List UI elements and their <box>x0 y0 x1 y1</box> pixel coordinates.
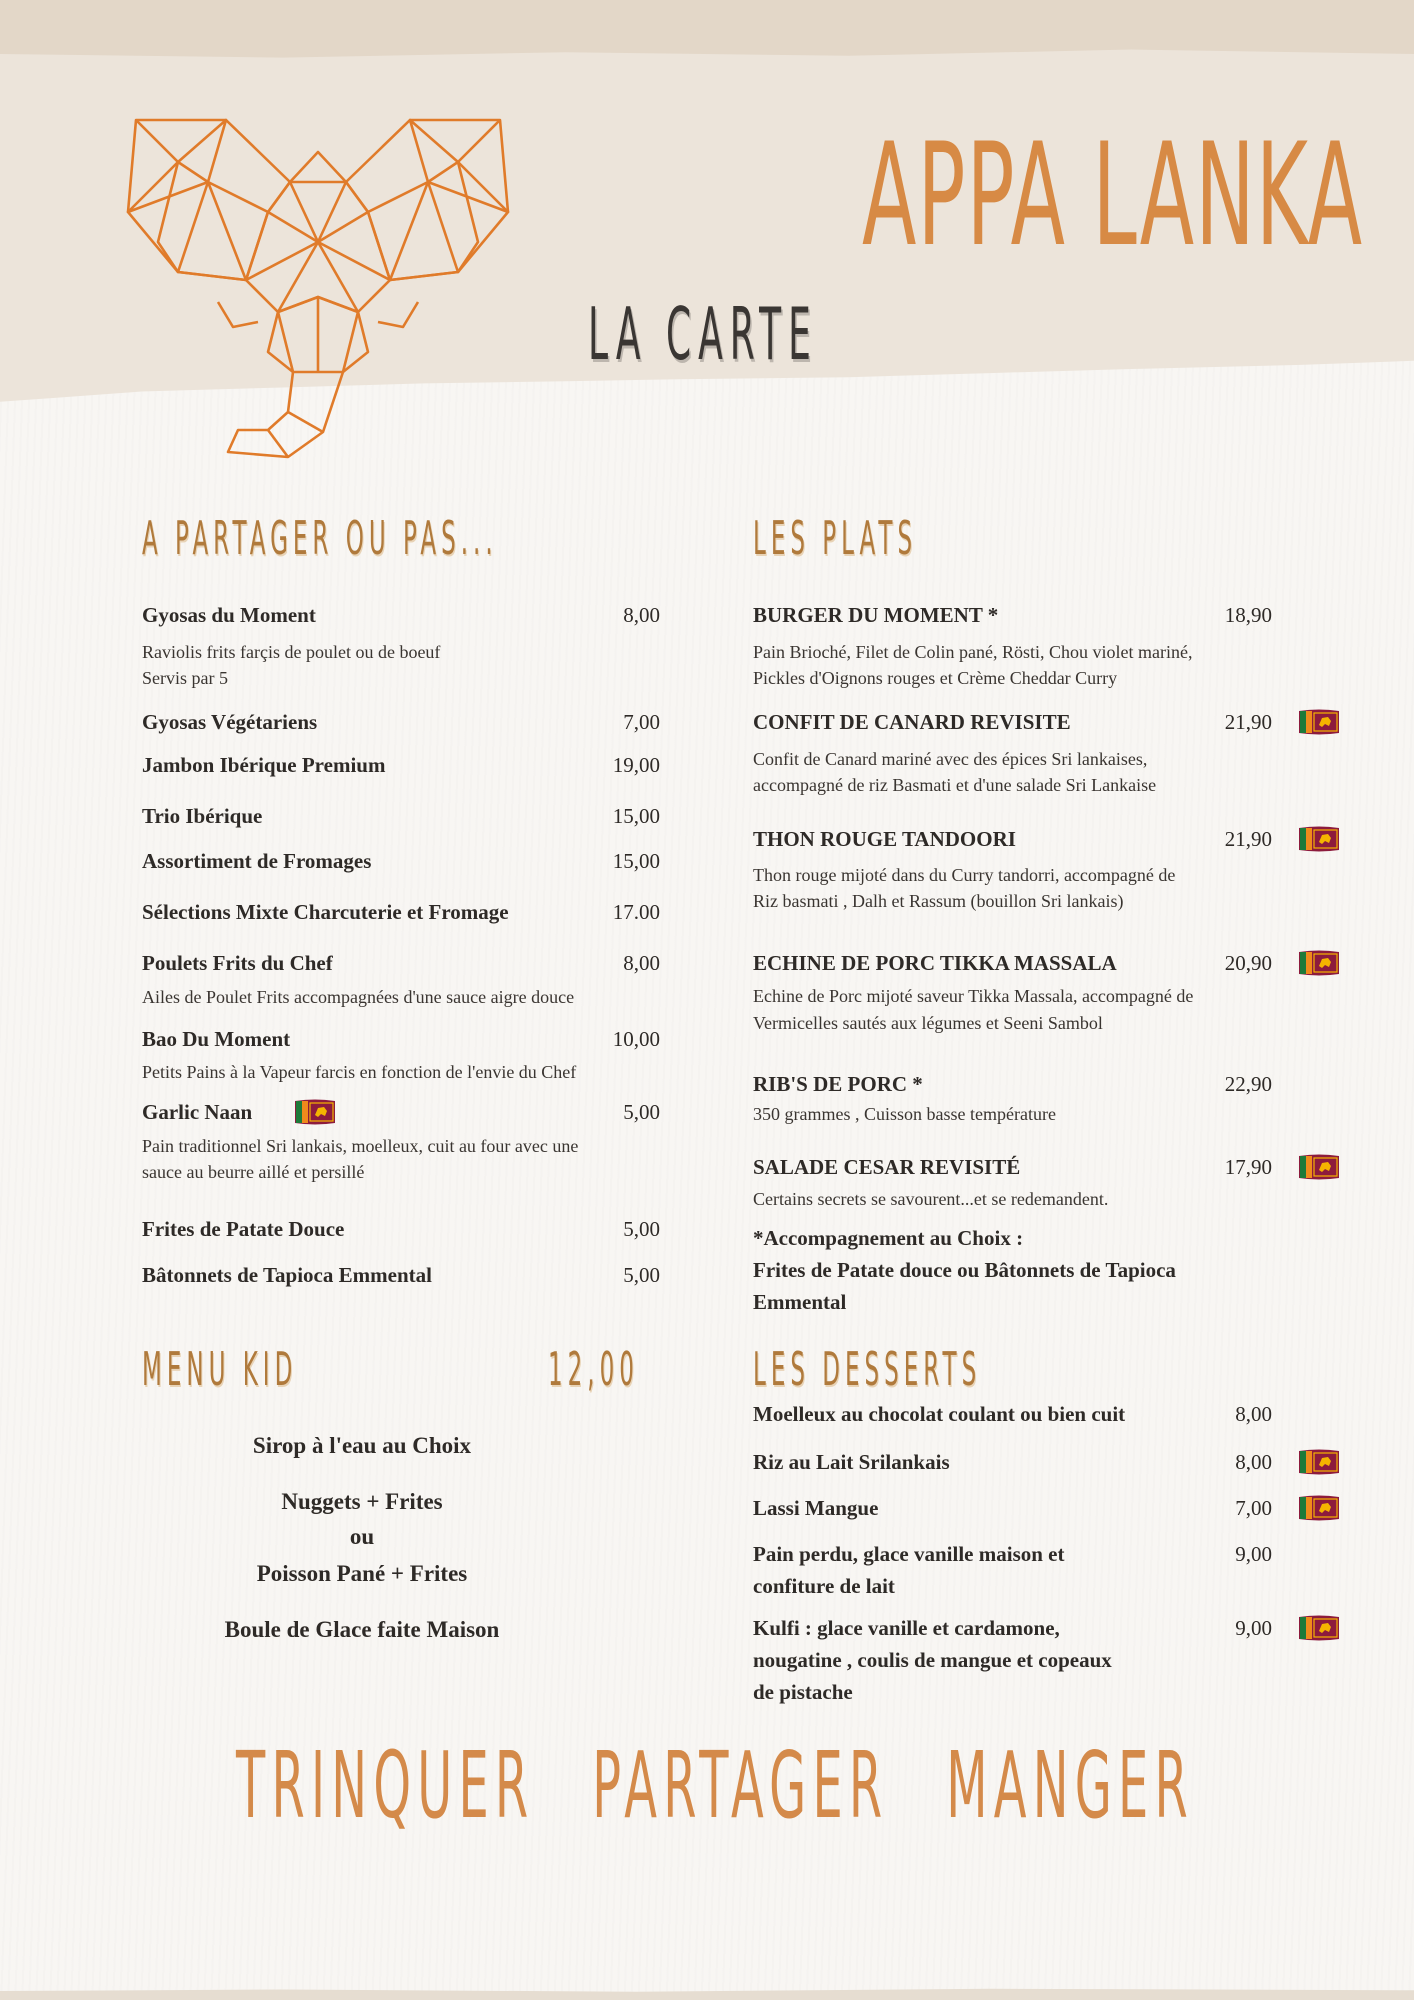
dessert-name: Moelleux au chocolat coulant ou bien cuit <box>753 1402 1126 1426</box>
menu-item-description: Pickles d'Oignons rouges et Crème Cheddar Curry <box>753 668 1118 688</box>
menu-item-price: 5,00 <box>623 1263 660 1287</box>
menu-item-name: CONFIT DE CANARD REVISITE <box>753 710 1071 734</box>
accompaniment-note: *Accompagnement au Choix : <box>753 1226 1024 1250</box>
sri-lanka-flag-icon <box>294 1098 336 1126</box>
menu-item-description: Raviolis frits farçis de poulet ou de boeuf <box>142 642 441 662</box>
sri-lanka-flag-icon <box>1298 825 1340 853</box>
menu-item-price: 17,90 <box>1224 1155 1272 1179</box>
menu-item-name: Gyosas du Moment <box>142 603 316 627</box>
menu-item-description: Certains secrets se savourent...et se redemandent. <box>753 1189 1109 1209</box>
menu-item-price: 17.00 <box>612 900 660 924</box>
menu-item-price: 5,00 <box>623 1100 660 1124</box>
menu-item-price: 8,00 <box>623 951 660 975</box>
kid-menu-line: Nuggets + Frites <box>281 1489 443 1514</box>
menu-item-description: Petits Pains à la Vapeur farcis en fonction de l'envie du Chef <box>142 1062 577 1082</box>
menu-item-name: RIB'S DE PORC * <box>753 1072 923 1096</box>
menu-item-price: 10,00 <box>612 1027 660 1051</box>
dessert-name-cont: de pistache <box>753 1680 853 1704</box>
menu-item-description: Thon rouge mijoté dans du Curry tandorri, accompagné de <box>753 865 1176 885</box>
kid-menu-line: Poisson Pané + Frites <box>256 1561 468 1586</box>
sri-lanka-flag-icon <box>1298 1153 1340 1181</box>
menu-item-description: Vermicelles sautés aux légumes et Seeni Sambol <box>753 1013 1103 1033</box>
menu-item-description: Confit de Canard mariné avec des épices Sri lankaises, <box>753 749 1148 769</box>
menu-item-name: ECHINE DE PORC TIKKA MASSALA <box>753 951 1117 975</box>
menu-item-name: Frites de Patate Douce <box>142 1217 345 1241</box>
dessert-name: Riz au Lait Srilankais <box>753 1450 950 1474</box>
menu-item-description: accompagné de riz Basmati et d'une salade Sri Lankaise <box>753 775 1157 795</box>
menu-item-price: 8,00 <box>623 603 660 627</box>
menu-item-price: 15,00 <box>612 849 660 873</box>
menu-item-name: BURGER DU MOMENT * <box>753 603 999 627</box>
section-title-desserts: LES DESSERTS <box>753 1342 982 1396</box>
menu-item-description: Riz basmati , Dalh et Rassum (bouillon Sri lankais) <box>753 891 1124 911</box>
menu-title: LA CARTE <box>588 292 818 376</box>
dessert-name: Kulfi : glace vanille et cardamone, <box>753 1616 1060 1640</box>
menu-item-description: Pain traditionnel Sri lankais, moelleux, cuit au four avec une <box>142 1136 579 1156</box>
accompaniment-note: Emmental <box>753 1290 847 1314</box>
menu-item-description: Pain Brioché, Filet de Colin pané, Rösti, Chou violet mariné, <box>753 642 1193 662</box>
menu-item-price: 15,00 <box>612 804 660 828</box>
menu-item-name: SALADE CESAR REVISITÉ <box>753 1155 1021 1179</box>
menu-item-name: Bâtonnets de Tapioca Emmental <box>142 1263 432 1287</box>
dessert-price: 7,00 <box>1235 1496 1272 1520</box>
kid-menu-line: Boule de Glace faite Maison <box>224 1617 500 1642</box>
menu-item-name: Gyosas Végétariens <box>142 710 318 734</box>
sri-lanka-flag-icon <box>1298 1448 1340 1476</box>
sri-lanka-flag-icon <box>1298 949 1340 977</box>
dessert-price: 9,00 <box>1235 1542 1272 1566</box>
section-title-kid: MENU KID <box>142 1342 298 1396</box>
menu-item-name: Bao Du Moment <box>142 1027 291 1051</box>
sri-lanka-flag-icon <box>1298 1614 1340 1642</box>
menu-item-description: Servis par 5 <box>142 668 228 688</box>
menu-item-description: sauce au beurre aillé et persillé <box>142 1162 365 1182</box>
menu-item-name: THON ROUGE TANDOORI <box>753 827 1016 851</box>
dessert-price: 8,00 <box>1235 1450 1272 1474</box>
dessert-name-cont: confiture de lait <box>753 1574 895 1598</box>
menu-item-name: Assortiment de Fromages <box>142 849 372 873</box>
menu-item-price: 21,90 <box>1224 827 1272 851</box>
menu-item-price: 21,90 <box>1224 710 1272 734</box>
kid-menu-price: 12,00 <box>548 1342 639 1396</box>
menu-item-name: Trio Ibérique <box>142 804 263 828</box>
menu-item-price: 18,90 <box>1224 603 1272 627</box>
dessert-price: 8,00 <box>1235 1402 1272 1426</box>
footer-slogan: TRINQUER PARTAGER MANGER <box>236 1732 1195 1839</box>
dessert-price: 9,00 <box>1235 1616 1272 1640</box>
dessert-name-cont: nougatine , coulis de mangue et copeaux <box>753 1648 1112 1672</box>
kid-menu-line: Sirop à l'eau au Choix <box>252 1433 472 1458</box>
restaurant-name: APPA LANKA <box>862 113 1364 278</box>
section-title-share: A PARTAGER OU PAS... <box>142 511 498 565</box>
menu-item-price: 5,00 <box>623 1217 660 1241</box>
dessert-name: Pain perdu, glace vanille maison et <box>753 1542 1065 1566</box>
section-title-plats: LES PLATS <box>753 511 918 565</box>
menu-item-description: 350 grammes , Cuisson basse température <box>753 1104 1056 1124</box>
menu-item-name: Poulets Frits du Chef <box>142 951 333 975</box>
menu-item-price: 22,90 <box>1224 1072 1272 1096</box>
menu-item-price: 20,90 <box>1224 951 1272 975</box>
kid-menu-line: ou <box>349 1524 375 1549</box>
menu-item-price: 19,00 <box>612 753 660 777</box>
menu-item-name: Sélections Mixte Charcuterie et Fromage <box>142 900 509 924</box>
elephant-logo-icon <box>118 112 518 464</box>
accompaniment-note: Frites de Patate douce ou Bâtonnets de Tapioca <box>753 1258 1176 1282</box>
menu-item-description: Echine de Porc mijoté saveur Tikka Massala, accompagné de <box>753 986 1194 1006</box>
menu-item-price: 7,00 <box>623 710 660 734</box>
menu-item-name: Jambon Ibérique Premium <box>142 753 386 777</box>
dessert-name: Lassi Mangue <box>753 1496 879 1520</box>
menu-item-description: Ailes de Poulet Frits accompagnées d'une sauce aigre douce <box>142 987 575 1007</box>
sri-lanka-flag-icon <box>1298 1494 1340 1522</box>
sri-lanka-flag-icon <box>1298 708 1340 736</box>
menu-item-name: Garlic Naan <box>142 1100 253 1124</box>
